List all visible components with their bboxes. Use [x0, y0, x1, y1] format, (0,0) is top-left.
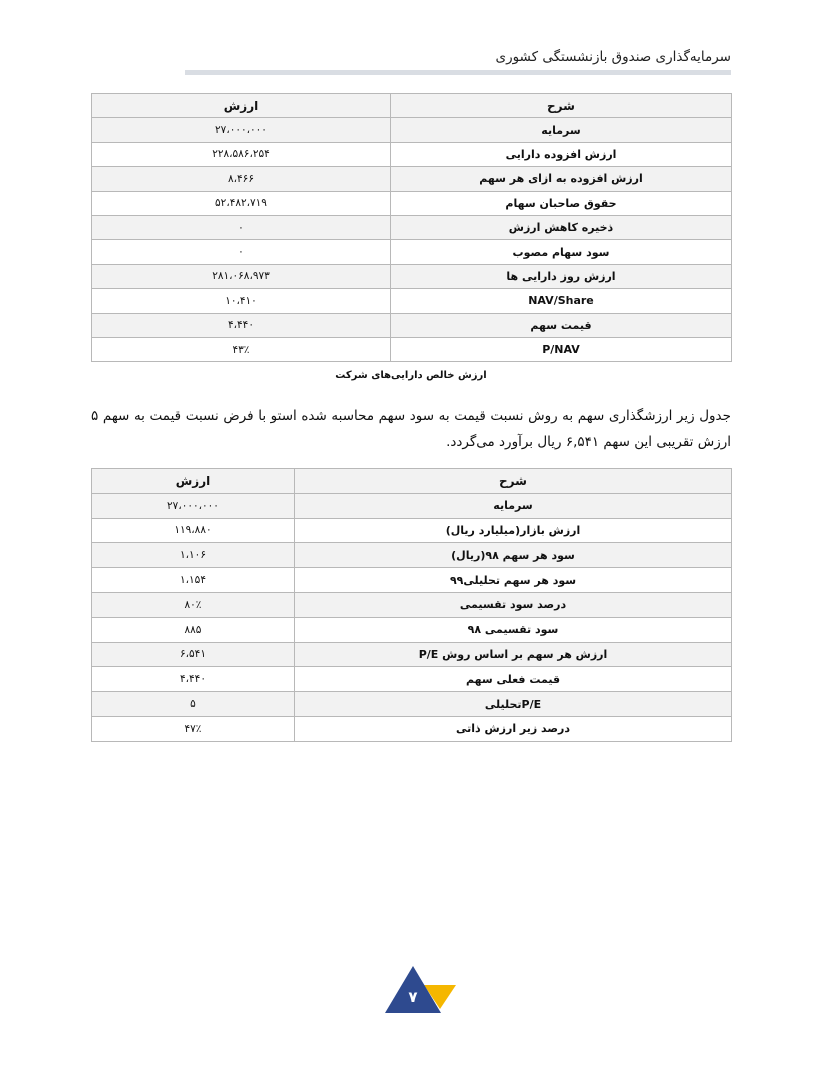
row-desc: ارزش روز دارایی ها [391, 264, 732, 288]
row-desc: سود هر سهم تحلیلی۹۹ [295, 568, 732, 593]
table-row [92, 518, 732, 543]
row-desc: درصد سود تقسیمی [295, 592, 732, 617]
row-value: ۸۸۵ [92, 617, 295, 642]
row-desc: قیمت سهم [391, 313, 732, 337]
row-desc: درصد زیر ارزش ذاتی [295, 716, 732, 741]
row-desc: سرمایه [295, 493, 732, 518]
table-row [92, 716, 732, 741]
table-row [92, 543, 732, 568]
page-number-logo [384, 965, 458, 1015]
row-value: ۲۷،۰۰۰،۰۰۰ [92, 118, 391, 142]
row-desc: ذخیره کاهش ارزش [391, 215, 732, 239]
column-header-desc: شرح [391, 94, 732, 118]
row-value: ۱۰،۴۱۰ [92, 289, 391, 313]
table-row [92, 642, 732, 667]
row-desc: سود سهام مصوب [391, 240, 732, 264]
column-header-value: ارزش [92, 469, 295, 494]
row-value: ۱۱۹،۸۸۰ [92, 518, 295, 543]
row-value: ۱،۱۰۶ [92, 543, 295, 568]
row-value: ۵ [92, 692, 295, 717]
table-header-row [92, 469, 732, 494]
row-value: ۸،۴۶۶ [92, 167, 391, 191]
row-value: ۴۷٪ [92, 716, 295, 741]
table-row [92, 313, 732, 337]
table-row [92, 692, 732, 717]
row-desc: سرمایه [391, 118, 732, 142]
table-row [92, 667, 732, 692]
table-row [92, 289, 732, 313]
table-row [92, 191, 732, 215]
header-rule [185, 70, 731, 75]
column-header-desc: شرح [295, 469, 732, 494]
table-row [92, 337, 732, 361]
row-value: ۵۲،۴۸۲،۷۱۹ [92, 191, 391, 215]
row-desc: سود هر سهم ۹۸(ریال) [295, 543, 732, 568]
row-desc: حقوق صاحبان سهام [391, 191, 732, 215]
net-asset-value-table [91, 93, 732, 362]
table-row [92, 167, 732, 191]
row-desc: P/NAV [391, 337, 732, 361]
row-desc: ارزش افزوده دارایی [391, 142, 732, 166]
row-desc: قیمت فعلی سهم [295, 667, 732, 692]
table-row [92, 592, 732, 617]
row-value: ۴۳٪ [92, 337, 391, 361]
row-desc: ارزش افزوده به ازای هر سهم [391, 167, 732, 191]
table-caption: ارزش خالص دارایی‌های شرکت [335, 370, 487, 381]
row-value: ۰ [92, 240, 391, 264]
table-row [92, 493, 732, 518]
body-paragraph: جدول زیر ارزشگذاری سهم به روش نسبت قیمت به سود سهم محاسبه شده استو با فرض نسبت قیمت به سهم ۵ ارزش تقریبی این سهم ۶,۵۴۱ ریال برآورد می‌گردد. [91, 408, 731, 450]
table-row [92, 568, 732, 593]
row-value: ۸۰٪ [92, 592, 295, 617]
pe-valuation-table [91, 468, 732, 742]
table-row [92, 240, 732, 264]
table-row [92, 142, 732, 166]
row-value: ۲۷،۰۰۰،۰۰۰ [92, 493, 295, 518]
row-value: ۴،۴۴۰ [92, 667, 295, 692]
row-value: ۲۸۱،۰۶۸،۹۷۳ [92, 264, 391, 288]
row-value: ۶،۵۴۱ [92, 642, 295, 667]
table-row [92, 264, 732, 288]
row-desc: P/Eتحلیلی [295, 692, 732, 717]
table-row [92, 617, 732, 642]
table-row [92, 215, 732, 239]
row-desc: ارزش هر سهم بر اساس روش P/E [295, 642, 732, 667]
header-title: سرمایه‌گذاری صندوق بازنشستگی کشوری [495, 49, 731, 65]
row-desc: NAV/Share [391, 289, 732, 313]
row-value: ۰ [92, 215, 391, 239]
table-header-row [92, 94, 732, 118]
row-value: ۴،۴۴۰ [92, 313, 391, 337]
page-number: ۷ [408, 988, 418, 1006]
table-row [92, 118, 732, 142]
row-value: ۱،۱۵۴ [92, 568, 295, 593]
column-header-value: ارزش [92, 94, 391, 118]
row-desc: ارزش بازار(میلیارد ریال) [295, 518, 732, 543]
row-desc: سود تقسیمی ۹۸ [295, 617, 732, 642]
row-value: ۲۲۸،۵۸۶،۲۵۴ [92, 142, 391, 166]
